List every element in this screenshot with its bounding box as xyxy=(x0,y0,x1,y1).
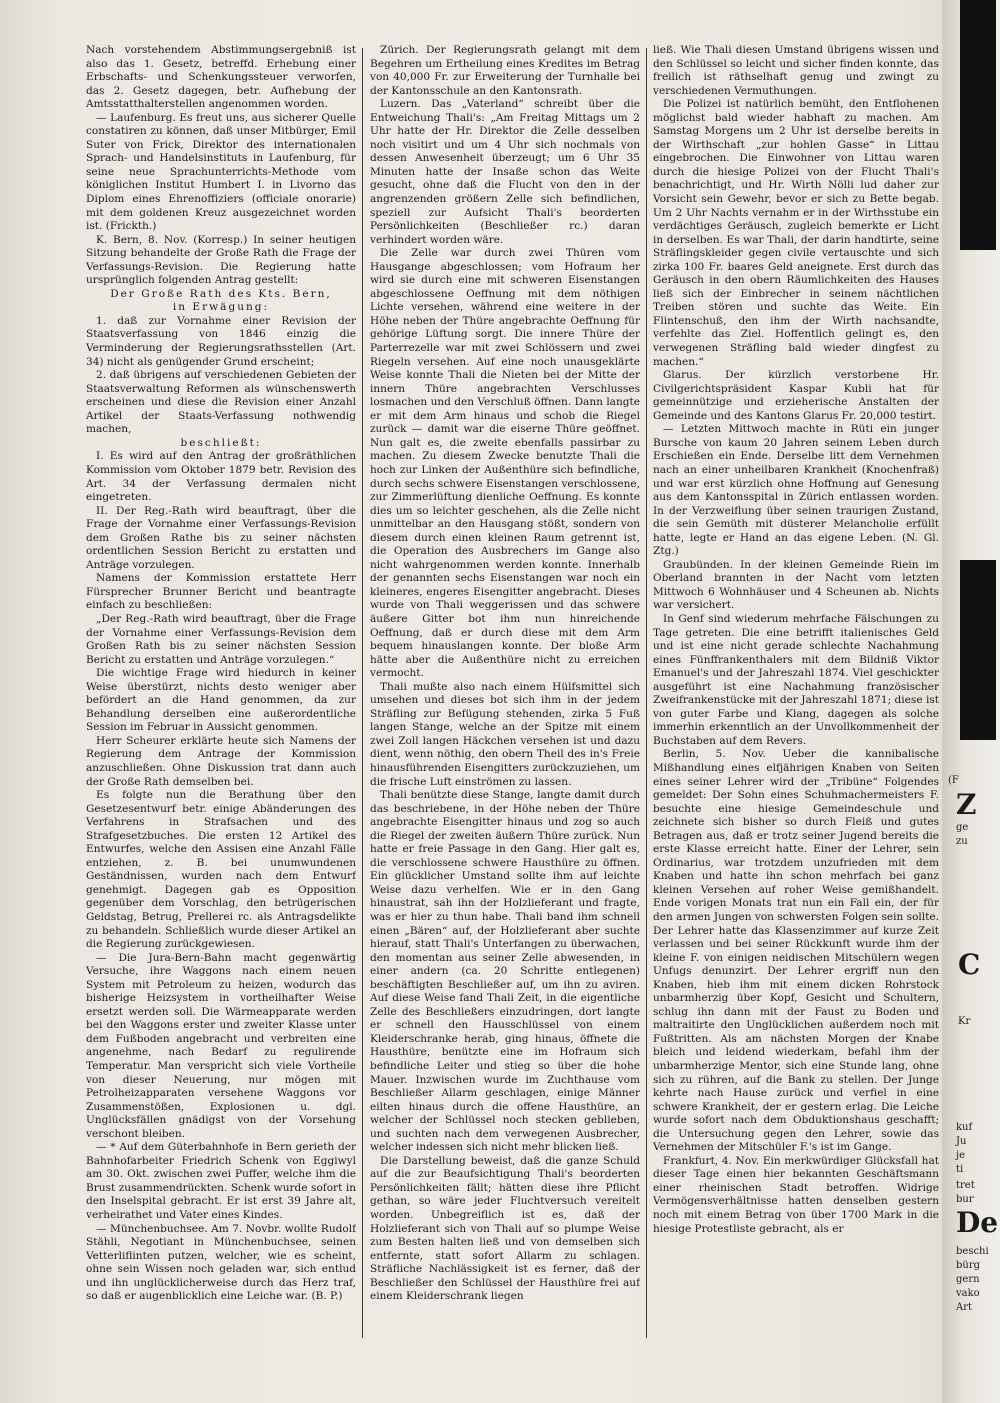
article-paragraph: Namens der Kommission erstattete Herr Fürsprecher Brunner Bericht und beantragte einfach zu beschließen: xyxy=(86,572,356,612)
adjacent-page-edge xyxy=(942,0,1000,1403)
column-2 xyxy=(370,44,640,1344)
article-paragraph: II. Der Reg.-Rath wird beauftragt, über die Frage der Vornahme einer Verfassungs-Revision dem Großen Rathe bis zu seiner nächsten ordentlichen Session Bericht zu erstatten und Anträge vorzulegen. xyxy=(86,504,356,571)
edge-fragment: (F xyxy=(948,775,959,786)
edge-fragment: Ju xyxy=(956,1136,967,1147)
edge-fragment: ti xyxy=(956,1164,964,1175)
article-paragraph: Graubünden. In der kleinen Gemeinde Riein im Oberland brannten in der Nacht vom letzten Mittwoch 6 Wohnhäuser und 4 Scheunen ab. Nichts war versichert. xyxy=(653,558,939,612)
article-paragraph: Zürich. Der Regierungsrath gelangt mit dem Begehren um Ertheilung eines Kredites im Betrag von 40,000 Fr. zur Erweiterung der Turnhalle bei der Kantonsschule an den Kantonsrath. xyxy=(370,44,640,97)
article-paragraph: I. Es wird auf den Antrag der großräthlichen Kommission vom Oktober 1879 betr. Revision des Art. 34 der Verfassung dermalen nicht eingetreten. xyxy=(86,450,356,504)
article-paragraph: — Laufenburg. Es freut uns, aus sicherer Quelle constatiren zu können, daß unser Mitbürger, Emil Suter von Frick, Direktor des internationalen Sprach- und Handelsinstituts in Laufenburg, für seine neue Sprachunterrichts-Methode vom königlichen Institut Humbert I. in Livorno das Diplom eines Ehrenoffiziers (officiale onorarie) mit dem goldenen Kreuz ausgezeichnet worden ist. (Frickth.) xyxy=(86,111,356,233)
article-paragraph: „Der Reg.-Rath wird beauftragt, über die Frage der Vornahme einer Verfassungs-Revision dem Großen Rath bis zu seiner nächsten Session Bericht zu erstatten und Anträge vorzulegen.“ xyxy=(86,612,356,666)
article-paragraph: Herr Scheurer erklärte heute sich Namens der Regierung dem Antrage der Kommission anzuschließen. Ohne Diskussion trat dann auch der Große Rath demselben bei. xyxy=(86,734,356,788)
edge-fragment: zu xyxy=(956,836,968,847)
edge-fragment: Z xyxy=(956,788,977,821)
article-paragraph: — Die Jura-Bern-Bahn macht gegenwärtig Versuche, ihre Waggons nach einem neuen System mit Petroleum zu heizen, wodurch das bisherige Heizsystem in vortheilhafter Weise ersetzt werden soll. Die Wärmeapparate werden bei den Waggons erster und zweiter Klasse unter dem Fußboden angebracht und verbreiten eine angenehme, nach Bedarf zu regulirende Temperatur. Man verspricht sich viele Vortheile von dieser Neuerung, nur mögen mit Petrolheizapparaten versehene Waggons vor Zusammenstößen, Explosionen u. dgl. Unglücksfällen gnädigst von der Vorsehung verschont bleiben. xyxy=(86,951,356,1140)
edge-fragment: vako xyxy=(956,1288,980,1299)
edge-fragment: kuf xyxy=(956,1122,973,1133)
article-paragraph: 2. daß übrigens auf verschiedenen Gebieten der Staatsverwaltung Reformen als wünschenswerth erscheinen und diese die Revision einer Anzahl Artikel der Staats-Verfassung nothwendig machen, xyxy=(86,369,356,436)
column-rule-right xyxy=(646,48,647,1338)
article-heading-line: in Erwägung: xyxy=(172,301,270,314)
column-1 xyxy=(86,44,356,1344)
article-paragraph: Die Polizei ist natürlich bemüht, den Entflohenen möglichst bald wieder habhaft zu machen. Am Samstag Morgens um 2 Uhr ist derselbe bereits in der Wirthschaft „zur hohlen Gasse“ in Littau eingebrochen. Die Einwohner von Littau waren durch die hiesige Polizei von der Flucht Thali's benachrichtigt, und Hr. Wirth Nölli lud daher zur Vorsicht sein Gewehr, bevor er sich zu Bette begab. Um 2 Uhr Nachts vernahm er in der Wirthsstube ein verdächtiges Geräusch, zugleich bemerkte er Licht in derselben. Es war Thali, der darin handtirte, seine Sträflingskleider gegen civile vertauschte und sich zirka 100 Fr. baares Geld aneignete. Erst durch das Geräusch in den obern Räumlichkeiten des Hauses ließ sich der Einbrecher in seinem nächtlichen Treiben stören und suchte das Weite. Ein Flintenschuß, den ihm der Wirth nachsandte, verfehlte das Ziel. Hoffentlich gelingt es, den verwegenen Sträfling bald wieder dingfest zu machen.“ xyxy=(653,98,939,368)
ink-bar xyxy=(960,560,996,740)
edge-fragment: ge xyxy=(956,822,969,833)
article-paragraph: Es folgte nun die Berathung über den Gesetzesentwurf betr. einige Abänderungen des Verfahrens in Strafsachen und des Strafgesetzbuches. Die ersten 12 Artikel des Entwurfes, welche den Assisen eine Anzahl Fälle entziehen, z. B. bei unumwundenen Geständnissen, wurden nach dem Entwurf genehmigt. Dagegen gab es Opposition gegenüber dem Vorschlag, den betrügerischen Geldstag, Betrug, Prellerei rc. als Antragsdelikte zu behandeln. Schließlich wurde dieser Artikel an die Regierung zurückgewiesen. xyxy=(86,789,356,951)
article-paragraph: 1. daß zur Vornahme einer Revision der Staatsverfassung von 1846 einzig die Verminderung der Regierungsrathsstellen (Art. 34) nicht als genügender Grund erscheint; xyxy=(86,314,356,368)
article-paragraph: ließ. Wie Thali diesen Umstand übrigens wissen und den Schlüssel so leicht und sicher finden konnte, das freilich ist räthselhaft genug und zwingt zu verschiedenen Vermuthungen. xyxy=(653,44,939,97)
edge-fragment: Kr xyxy=(958,1016,971,1027)
article-paragraph: Die Darstellung beweist, daß die ganze Schuld auf die zur Beaufsichtigung Thali's beorderten Persönlichkeiten fällt; hätten diese ihre Pflicht gethan, so wäre jeder Fluchtversuch vereitelt worden. Unbegreiflich ist es, daß der Holzlieferant sich von Thali auf so plumpe Weise zum Besten halten ließ und von demselben sich entfernte, statt sofort Allarm zu schlagen. Sträfliche Nachlässigkeit ist es ferner, daß der Beschließer den Schlüssel der Hausthüre frei auf einem Kleiderschrank liegen xyxy=(370,1154,640,1303)
article-paragraph: Thali mußte also nach einem Hülfsmittel sich umsehen und dieses bot sich ihm in der jedem Sträfling zur Befügung stehenden, zirka 5 Fuß langen Stange, welche an der Spitze mit einem zwei Zoll langen Häckchen versehen ist und dazu dient, wenn nöthig, den obern Theil des in's Freie hinausführenden Eisengitters zurückzuziehen, um die frische Luft einströmen zu lassen. xyxy=(370,680,640,788)
article-paragraph: — Letzten Mittwoch machte in Rüti ein junger Bursche von kaum 20 Jahren seinem Leben durch Erschießen ein Ende. Derselbe litt dem Vernehmen nach an einer unheilbaren Krankheit (Knochenfraß) und war erst kürzlich ohne Hoffnung auf Genesung aus dem Kantonsspital in Zürich entlassen worden. In der Verzweiflung über seinen traurigen Zustand, die sein Gemüth mit düsterer Melancholie erfüllt hatte, legte er Hand an das eigene Leben. (N. Gl. Ztg.) xyxy=(653,423,939,558)
article-paragraph: — * Auf dem Güterbahnhofe in Bern gerieth der Bahnhofarbeiter Friedrich Schenk von Eggiwyl am 30. Okt. zwischen zwei Puffer, welche ihm die Brust zusammendrückten. Schenk wurde sofort in den Inselspital gebracht. Er ist erst 39 Jahre alt, verheirathet und Vater eines Kindes. xyxy=(86,1141,356,1222)
article-paragraph: In Genf sind wiederum mehrfache Fälschungen zu Tage getreten. Die eine betrifft italienisches Geld und ist eine nicht gerade schlechte Nachahmung eines Fünffrankenthalers mit dem Bildniß Viktor Emanuel's und der Jahreszahl 1874. Viel geschickter ausgeführt ist eine Nachahmung französischer Zweifrankenstücke mit der Jahreszahl 1871; diese ist von guter Farbe und Klang, dagegen als solche immerhin erkenntlich an der Unvollkommenheit der Buchstaben auf dem Revers. xyxy=(653,612,939,747)
edge-fragment: Art xyxy=(956,1302,973,1313)
article-heading-line: beschließt: xyxy=(180,436,262,449)
ink-bar xyxy=(960,0,996,250)
edge-fragment: bürg xyxy=(956,1260,981,1271)
edge-fragment: bur xyxy=(956,1194,974,1205)
article-paragraph: Nach vorstehendem Abstimmungsergebniß ist also das 1. Gesetz, betreffd. Erhebung einer Erbschafts- und Schenkungssteuer verworfen, das 2. Gesetz dagegen, betr. Aufhebung der Amtsstatthalterstellen angenommen worden. xyxy=(86,44,356,111)
column-3 xyxy=(653,44,939,1344)
column-rule-left xyxy=(362,48,363,1338)
edge-fragment: De xyxy=(956,1206,999,1239)
edge-fragment: je xyxy=(956,1150,966,1161)
article-paragraph: K. Bern, 8. Nov. (Korresp.) In seiner heutigen Sitzung behandelte der Große Rath die Frage der Verfassungs-Revision. Die Regierung hatte ursprünglich folgenden Antrag gestellt: xyxy=(86,233,356,287)
edge-fragment: C xyxy=(958,948,981,981)
edge-fragment: gern xyxy=(956,1274,980,1285)
article-paragraph: Luzern. Das „Vaterland“ schreibt über die Entweichung Thali's: „Am Freitag Mittags um 2 Uhr hatte der Hr. Direktor die Zelle desselben noch visitirt und um 4 Uhr sich nochmals von dessen Anwesenheit überzeugt; um 6 Uhr 35 Minuten hatte der Insaße schon das Weite gesucht, ohne daß die Flucht von den in der angrenzenden größern Zelle sich befindlichen, speziell zur Aufsicht Thali's beorderten Persönlichkeiten (Beschließer rc.) daran verhindert worden wäre. xyxy=(370,98,640,246)
edge-fragment: tret xyxy=(956,1180,975,1191)
article-heading-line: Der Große Rath des Kts. Bern, xyxy=(110,287,332,300)
edge-fragment: beschi xyxy=(956,1246,989,1257)
article-paragraph: Glarus. Der kürzlich verstorbene Hr. Civilgerichtspräsident Kaspar Kubli hat für gemeinnützige und erzieherische Anstalten der Gemeinde und des Kantons Glarus Fr. 20,000 testirt. xyxy=(653,369,939,422)
article-paragraph: Thali benützte diese Stange, langte damit durch das beschriebene, in der Höhe neben der Thüre angebrachte Eisengitter hinaus und zog so auch die Riegel der zweiten äußern Thüre zurück. Nun hatte er freie Passage in den Gang. Hier galt es, die verschlossene schwere Hausthüre zu öffnen. Ein glücklicher Umstand sollte ihm auf leichte Weise dazu verhelfen. Wie er in den Gang hinaustrat, sah ihn der Holzlieferant und fragte, was er hier zu thun habe. Thali band ihm schnell einen „Bären“ auf, der Holzlieferant aber suchte hierauf, statt Thali's Unterfangen zu überwachen, den momentan aus seiner Zelle abwesenden, in einer andern (ca. 20 Schritte entlegenen) beschäftigten Beschließer auf, um ihn zu aviren. Auf diese Weise fand Thali Zeit, in die eigentliche Zelle des Beschließers einzudringen, dort langte er schnell den Hausschlüssel von einem Kleiderschranke herab, ging hinaus, öffnete die Hausthüre, benützte eine im Hofraum sich befindliche Leiter und stieg so über die hohe Mauer. Inzwischen wurde im Zuchthause vom Beschließer Allarm geschlagen, einige Männer eilten hinaus durch die offene Hausthüre, an welcher der Schlüssel noch stecken geblieben, und suchten nach dem verwegenen Ausbrecher, welcher indessen sich nicht mehr blicken ließ. xyxy=(370,789,640,1154)
article-paragraph: Die wichtige Frage wird hiedurch in keiner Weise überstürzt, nichts desto weniger aber befördert an die Hand genommen, da zur Behandlung derselben eine außerordentliche Session im Februar in Aussicht genommen. xyxy=(86,667,356,734)
article-paragraph: Die Zelle war durch zwei Thüren vom Hausgange abgeschlossen; vom Hofraum her wird sie durch eine mit schweren Eisenstangen abgeschlossene Oeffnung mit dem nöthigen Lichte versehen, während eine weitere in der Höhe neben der Thüre angebrachte Oeffnung für gehörige Lüftung sorgt. Die innere Thüre der Parterrezelle war mit zwei Schlössern und zwei Riegeln versehen. Auf eine noch unausgeklärte Weise konnte Thali die Nieten bei der Mitte der innern Thüre angebrachten Verschlusses losmachen und den Verschluß öffnen. Dann langte er mit dem Arm hinaus und schob die Riegel zurück — damit war die eiserne Thüre geöffnet. Nun galt es, die zweite ebenfalls passirbar zu machen. Zu diesem Zwecke benutzte Thali die hoch zur Linken der Außenthüre sich befindliche, durch sechs schwere Eisenstangen verschlossene, zur Zimmerlüftung dienliche Oeffnung. Es konnte dies um so leichter geschehen, als die Zelle nicht unmittelbar an den Hausgang stößt, sondern von diesem durch einen kleinen Raum getrennt ist, die Operation des Ausbrechers im Gange also nicht wahrgenommen werden konnte. Innerhalb der genannten sechs Eisenstangen war noch ein kleineres, engeres Eisengitter angebracht. Dieses wurde von Thali weggerissen und das schwere äußere Gitter bot ihm nun hinreichende Oeffnung, daß er durch diese mit dem Arm bequem hinauslangen konnte. Der bloße Arm hätte aber die Außenthüre nicht zu erreichen vermocht. xyxy=(370,247,640,680)
article-paragraph: Frankfurt, 4. Nov. Ein merkwürdiger Glücksfall hat dieser Tage einen hier bekannten Geschäftsmann einer rheinischen Stadt betroffen. Widrige Vermögensverhältnisse hatten denselben gestern noch mit einem Betrag von über 1700 Mark in die hiesige Protestliste gebracht, als er xyxy=(653,1154,939,1235)
article-paragraph: Berlin, 5. Nov. Ueber die kannibalische Mißhandlung eines elfjährigen Knaben von Seiten eines seiner Lehrer wird der „Tribüne“ Folgendes gemeldet: Der Sohn eines Schuhmachermeisters F. besuchte eine hiesige Gemeindeschule und zeichnete sich bisher so durch Fleiß und gutes Betragen aus, daß er trotz seiner Jugend bereits die erste Klasse erreicht hatte. Einer der Lehrer, sein Ordinarius, war trotzdem unzufrieden mit dem Knaben und hatte ihn schon mehrfach bei ganz kleinen Versehen auf roher Weise gemißhandelt. Ende vorigen Monats trat nun ein Fall ein, der für den armen Jungen von schwersten Folgen sein sollte. Der Lehrer hatte das Klassenzimmer auf kurze Zeit verlassen und bei seiner Rückkunft wurde ihm der kleine F. von einigen neidischen Mitschülern wegen Unfugs denunzirt. Der Lehrer ergriff nun den Knaben, hieb ihm mit einem dicken Rohrstock unbarmherzig über Kopf, Gesicht und Schultern, schlug ihn dann mit der Faust zu Boden und maltraitirte den Unglücklichen außerdem noch mit Fußtritten. Als am nächsten Morgen der Knabe bleich und leidend wiederkam, befahl ihm der unbarmherzige Mentor, sich eine Stunde lang, ohne sich zu rühren, auf die Bank zu stellen. Der Junge kehrte nach Hause zurück und verfiel in eine schwere Krankheit, der er gestern erlag. Die Leiche wurde sofort nach dem Obduktionshaus geschafft; die Untersuchung gegen den Lehrer, sowie das Vernehmen der Mitschüler F.'s ist im Gange. xyxy=(653,748,939,1154)
article-paragraph: — Münchenbuchsee. Am 7. Novbr. wollte Rudolf Stähli, Negotiant in Münchenbuchsee, seinen Vetterliflinten putzen, welcher, wie es scheint, ohne sein Wissen noch geladen war, sich entlud und ihn unglücklicherweise durch das Herz traf, so daß er augenblicklich eine Leiche war. (B. P.) xyxy=(86,1222,356,1303)
